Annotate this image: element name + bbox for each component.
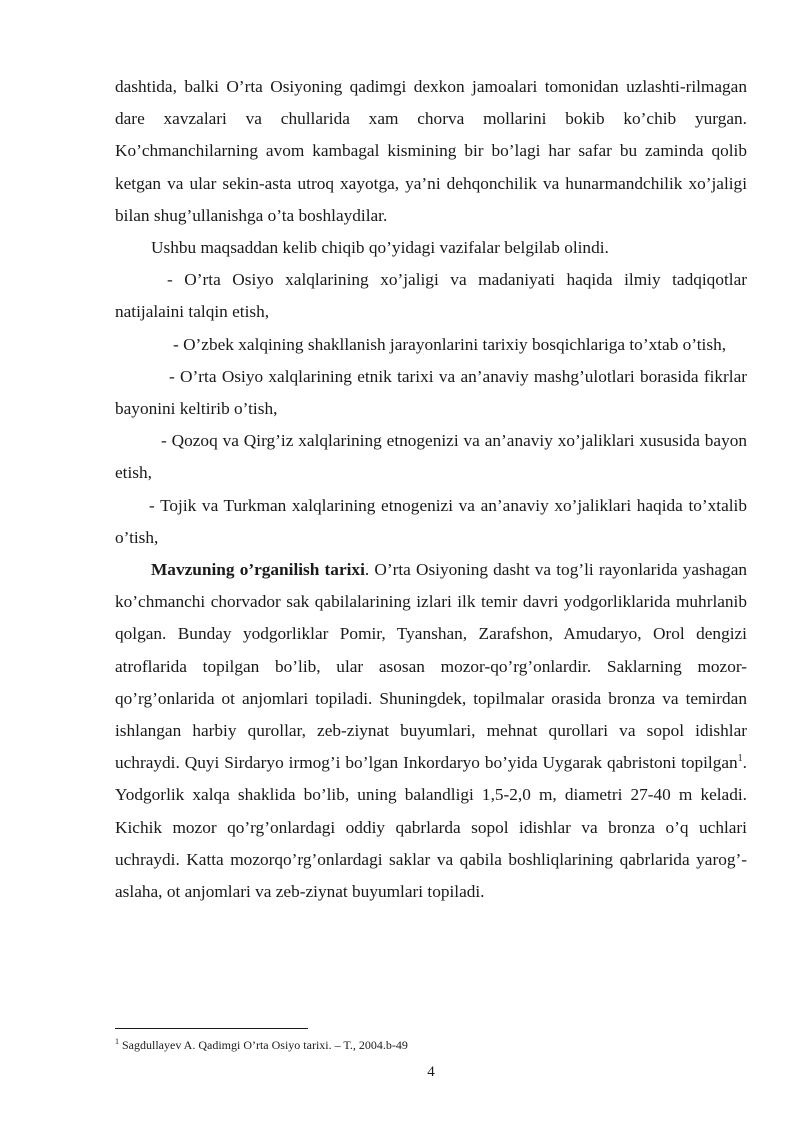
section-text-part-b: . Yodgorlik xalqa shaklida bo’lib, uning balandligi 1,5-2,0 m, diametri 27-40 m keladi. Kichik mozor qo’rg’onlardagi oddiy qabrlarda sopol idishlar va bronza o’q uchlari uchraydi. Katta mozorqo’rg’onlardagi saklar va qabila boshliqlarining qabrlarida yarog’-aslaha, ot anjomlari va zeb-ziynat buyumlari topiladi. — [115, 753, 747, 902]
task-item-1: - O’rta Osiyo xalqlarining xo’jaligi va madaniyati haqida ilmiy tadqiqotlar natijalaini talqin etish, — [115, 270, 747, 322]
page-number: 4 — [427, 1064, 435, 1080]
task-item-4: - Qozoq va Qirg’iz xalqlarining etnogenizi va an’anaviy xo’jaliklari xususida bayon etish, — [115, 431, 747, 483]
section-text-part-a: . O’rta Osiyoning dasht va tog’li rayonlarida yashagan ko’chmanchi chorvador sak qabilalarining izlari ilk temir davri yodgorliklarida muhrlanib qolgan. Bunday yodgorliklar Pomir, Tyanshan, Zarafshon, Amudaryo, Orol dengizi atroflarida topilgan bo’lib, ular asosan mozor-qo’rg’onlardir. Saklarning mozor-qo’rg’onlarida ot anjomlari topiladi. Shuningdek, topilmalar orasida bronza va temirdan ishlangan harbiy qurollar, zeb-ziynat buyumlari, mehnat qurollari va sopol idishlar uchraydi. Quyi Sirdaryo irmog’i bo’lgan Inkordaryo bo’yida Uygarak qabristoni topilgan — [115, 560, 748, 773]
footnote-reference[interactable]: 1 — [737, 753, 743, 765]
task-item-2: - O’zbek xalqining shakllanish jarayonlarini tarixiy bosqichlariga to’xtab o’tish, — [173, 334, 727, 354]
body-text — [115, 71, 747, 908]
task-item-3: - O’rta Osiyo xalqlarining etnik tarixi va an’anaviy mashg’ulotlari borasida fikrlar bayonini keltirib o’tish, — [115, 366, 747, 419]
footnote — [115, 1037, 755, 1053]
footnote-separator — [115, 1028, 308, 1029]
section-heading: Mavzuning o’rganilish tarixi — [151, 560, 365, 580]
intro-paragraph: dashtida, balki O’rta Osiyoning qadimgi dexkon jamoalari tomonidan uzlashti-rilmagan dare xavzalari va chullarida xam chorva mollarini bokib ko’chib yurgan. Ko’chmanchilarning avom kambagal kismining bir bo’lagi har safar bu zaminda qolib ketgan va ular sekin-asta utroq xayotga, ya’ni dehqonchilik va hunarmandchilik xo’jaligi bilan shug’ullanishga o’ta boshlaydilar. — [115, 77, 747, 225]
study-history-paragraph — [115, 554, 747, 908]
footnote-marker: 1 — [115, 1037, 119, 1046]
tasks-intro-paragraph: Ushbu maqsaddan kelib chiqib qo’yidagi vazifalar belgilab olindi. — [151, 238, 609, 258]
footnote-text: Sagdullayev A. Qadimgi O’rta Osiyo tarixi. – T., 2004.b-49 — [119, 1038, 408, 1052]
task-item-5: - Tojik va Turkman xalqlarining etnogenizi va an’anaviy xo’jaliklari haqida to’xtalib o’tish, — [115, 495, 747, 547]
